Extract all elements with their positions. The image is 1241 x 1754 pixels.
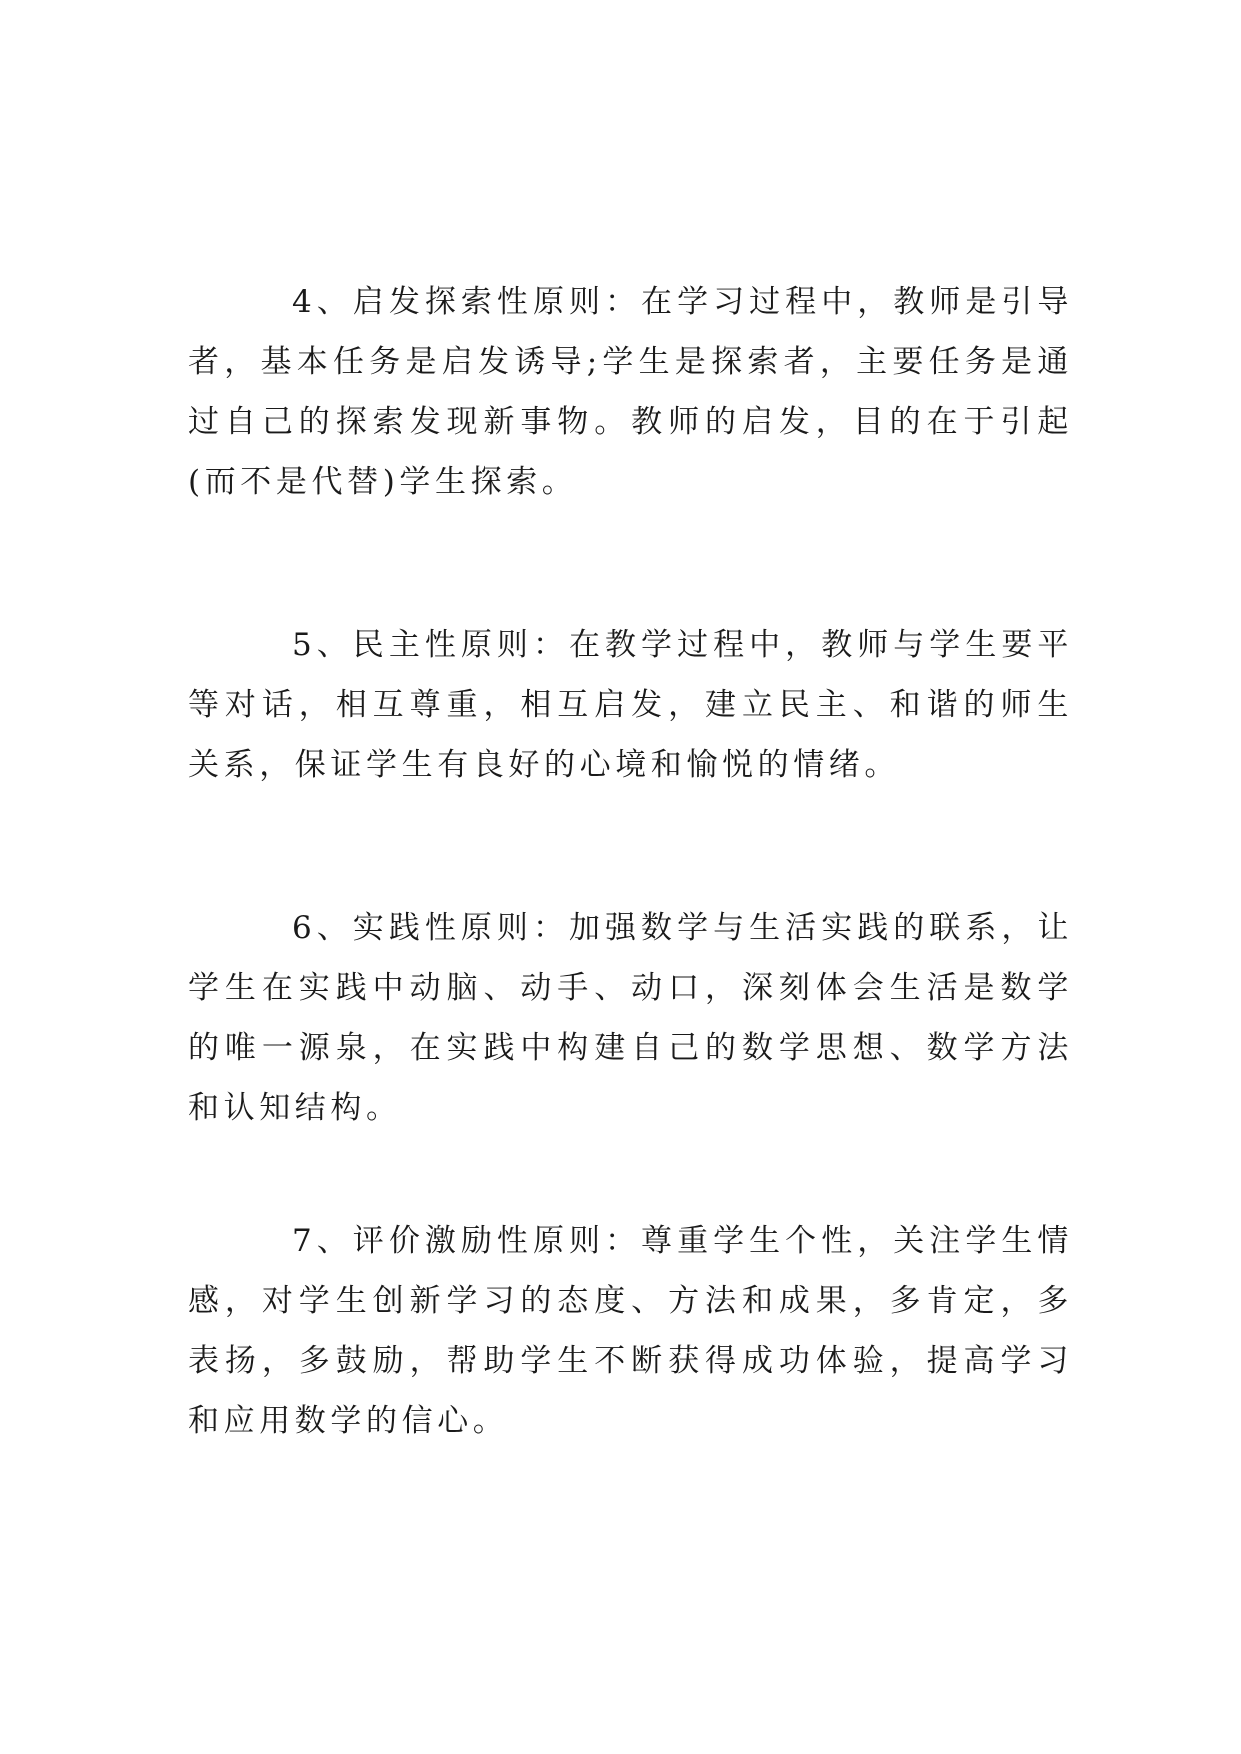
paragraph-principle-7: 7、评价激励性原则：尊重学生个性，关注学生情感，对学生创新学习的态度、方法和成果，多肯定，多表扬，多鼓励，帮助学生不断获得成功体验，提高学习和应用数学的信心。 [188, 1223, 1073, 1439]
paragraph-principle-4: 4、启发探索性原则：在学习过程中，教师是引导者，基本任务是启发诱导;学生是探索者，主要任务是通过自己的探索发现新事物。教师的启发，目的在于引起(而不是代替)学生探索。 [188, 284, 1073, 500]
paragraph-principle-6: 6、实践性原则：加强数学与生活实践的联系，让学生在实践中动脑、动手、动口，深刻体会生活是数学的唯一源泉，在实践中构建自己的数学思想、数学方法和认知结构。 [188, 910, 1073, 1126]
paragraph-principle-5: 5、民主性原则：在教学过程中，教师与学生要平等对话，相互尊重，相互启发，建立民主、和谐的师生关系，保证学生有良好的心境和愉悦的情绪。 [188, 627, 1073, 783]
